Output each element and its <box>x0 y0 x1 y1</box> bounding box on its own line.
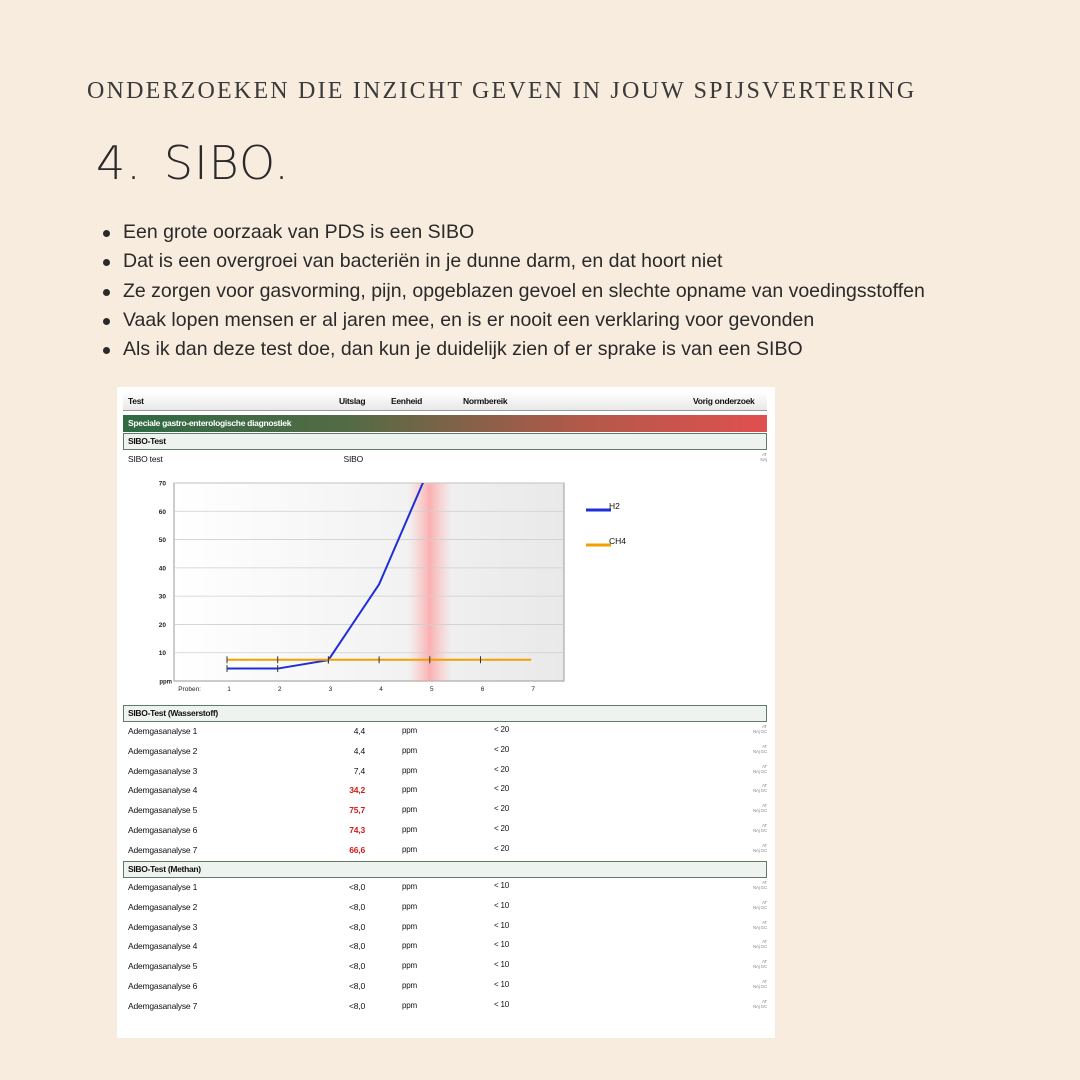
row-name: Ademgasanalyse 3 <box>128 765 198 776</box>
table-row <box>117 722 775 740</box>
row-unit: ppm <box>402 805 417 815</box>
lab-report-image <box>117 387 775 1038</box>
table-row <box>117 742 775 760</box>
row-value: 74,3 <box>349 825 365 835</box>
table-row <box>117 821 775 839</box>
plot-area <box>174 483 564 681</box>
row-value: SIBO <box>343 454 363 464</box>
row-tag: AT NAj GC <box>752 959 767 970</box>
bullet-item: Vaak lopen mensen er al jaren mee, en is er nooit een verklaring voor gevonden <box>100 306 925 335</box>
header-test: Test <box>128 396 144 406</box>
row-norm: < 20 <box>494 764 509 774</box>
table-row <box>117 997 775 1015</box>
row-tag: AT NAj GC <box>752 803 767 814</box>
table-row <box>117 801 775 819</box>
row-tag: AT NAj GC <box>752 939 767 950</box>
row-tag: AT NAj GC <box>752 743 767 754</box>
bullet-item: Als ik dan deze test doe, dan kun je duidelijk zien of er sprake is van een SIBO <box>100 335 925 364</box>
x-tick-label: 2 <box>277 686 282 693</box>
x-tick-label: 5 <box>429 686 434 693</box>
row-norm: < 10 <box>494 999 509 1009</box>
row-value: <8,0 <box>349 941 365 952</box>
row-value: 7,4 <box>353 765 365 776</box>
row-norm: < 20 <box>494 784 509 794</box>
category-label: Speciale gastro-enterologische diagnostiek <box>128 418 292 428</box>
row-norm: < 20 <box>494 725 509 734</box>
row-name: Ademgasanalyse 6 <box>128 981 198 991</box>
row-unit: ppm <box>402 882 417 891</box>
row-unit: ppm <box>402 765 417 775</box>
chart-legend <box>586 501 626 546</box>
row-tag: AT NAj GC <box>752 823 767 833</box>
row-name: Ademgasanalyse 3 <box>128 921 198 932</box>
row-value: <8,0 <box>349 901 365 912</box>
section-ch4 <box>123 861 767 878</box>
section-label: SIBO-Test (Wasserstoff) <box>128 708 218 718</box>
row-tag: AT NAj GC <box>752 979 767 989</box>
row-unit: ppm <box>402 785 417 795</box>
row-name: Ademgasanalyse 5 <box>128 961 198 972</box>
y-tick-label: 70 <box>158 480 166 488</box>
row-name: SIBO test <box>128 454 163 464</box>
table-row <box>117 918 775 936</box>
x-tick-label: 1 <box>227 686 231 693</box>
row-norm: < 10 <box>494 940 509 950</box>
row-unit: ppm <box>402 921 417 931</box>
row-norm: < 20 <box>494 824 509 833</box>
title-number: 4. <box>96 136 142 190</box>
x-tick-label: 6 <box>480 686 485 693</box>
row-tag: AT NAj <box>760 452 767 462</box>
row-unit: ppm <box>402 745 417 755</box>
x-tick-label: 3 <box>328 686 333 693</box>
row-norm: < 10 <box>494 980 509 989</box>
y-tick-label: 50 <box>158 537 166 545</box>
row-tag: AT NAj GC <box>752 899 767 910</box>
row-value: 4,4 <box>353 726 365 736</box>
row-unit: ppm <box>402 941 417 951</box>
row-value: <8,0 <box>349 1000 365 1011</box>
row-norm: < 20 <box>494 744 509 754</box>
y-tick-label: 60 <box>158 508 166 516</box>
row-value: <8,0 <box>349 961 365 972</box>
header-eenheid: Eenheid <box>391 396 422 406</box>
section-h2 <box>123 705 767 722</box>
row-unit: ppm <box>402 961 417 971</box>
row-tag: AT NAj GC <box>752 919 767 930</box>
table-row <box>117 977 775 995</box>
table-row <box>117 878 775 896</box>
y-tick-label: 10 <box>158 650 166 658</box>
row-norm: < 10 <box>494 960 509 970</box>
row-value: 34,2 <box>349 785 365 796</box>
row-name: Ademgasanalyse 1 <box>128 726 198 736</box>
kicker-heading: ONDERZOEKEN DIE INZICHT GEVEN IN JOUW SPIJSVERTERING <box>87 78 917 104</box>
x-axis-prefix: Proben: <box>178 686 201 693</box>
breath-test-chart <box>117 387 775 707</box>
highlight-band <box>408 483 452 681</box>
table-row <box>117 898 775 916</box>
row-norm: < 10 <box>494 900 509 910</box>
x-axis <box>178 686 535 693</box>
legend-label-ch4: CH4 <box>609 536 627 546</box>
row-name: Ademgasanalyse 4 <box>128 785 198 796</box>
header-uitslag: Uitslag <box>339 396 366 406</box>
table-row <box>117 762 775 780</box>
bullet-item: Ze zorgen voor gasvorming, pijn, opgeblazen gevoel en slechte opname van voedingsstoffen <box>100 277 925 306</box>
row-norm: < 10 <box>494 920 509 930</box>
row-value: <8,0 <box>349 882 365 892</box>
row-name: Ademgasanalyse 7 <box>128 1000 198 1011</box>
row-name: Ademgasanalyse 1 <box>128 882 198 892</box>
x-tick-label: 7 <box>531 686 536 693</box>
bullet-list <box>100 218 925 364</box>
bullet-item: Een grote oorzaak van PDS is een SIBO <box>100 218 925 247</box>
row-unit: ppm <box>402 981 417 990</box>
page-title <box>96 136 290 190</box>
row-value: <8,0 <box>349 921 365 932</box>
plot-background <box>174 483 564 681</box>
row-value: 66,6 <box>349 844 365 855</box>
row-tag: AT NAj GC <box>752 724 767 734</box>
row-unit: ppm <box>402 1000 417 1010</box>
row-tag: AT NAj GC <box>752 880 767 890</box>
row-name: Ademgasanalyse 2 <box>128 745 198 756</box>
row-unit: ppm <box>402 901 417 911</box>
row-tag: AT NAj GC <box>752 763 767 774</box>
y-tick-label: 30 <box>158 593 166 601</box>
row-value: 4,4 <box>353 745 365 756</box>
table-row <box>117 781 775 799</box>
bullet-item: Dat is een overgroei van bacteriën in je dunne darm, en dat hoort niet <box>100 247 925 276</box>
row-norm: < 20 <box>494 804 509 814</box>
row-tag: AT NAj GC <box>752 998 767 1009</box>
y-tick-label: 40 <box>158 565 166 573</box>
row-name: Ademgasanalyse 6 <box>128 825 198 835</box>
row-tag: AT NAj GC <box>752 783 767 794</box>
table-row <box>117 937 775 955</box>
row-value: 75,7 <box>349 805 365 816</box>
table-row <box>117 957 775 975</box>
row-norm: < 20 <box>494 843 509 853</box>
legend-label-h2: H2 <box>609 501 620 511</box>
row-name: Ademgasanalyse 4 <box>128 941 198 952</box>
title-text: SIBO. <box>163 136 290 190</box>
y-tick-label: 20 <box>158 621 166 629</box>
y-axis <box>159 481 172 686</box>
row-name: Ademgasanalyse 2 <box>128 901 198 912</box>
header-vorig: Vorig onderzoek <box>693 396 755 406</box>
table-row <box>117 841 775 859</box>
row-value: <8,0 <box>349 981 365 991</box>
row-name: Ademgasanalyse 5 <box>128 805 198 816</box>
section-label: SIBO-Test (Methan) <box>128 864 201 874</box>
section-label: SIBO-Test <box>128 436 166 446</box>
row-tag: AT NAj GC <box>752 842 767 853</box>
header-normbereik: Normbereik <box>463 396 508 406</box>
row-unit: ppm <box>402 726 417 735</box>
row-unit: ppm <box>402 844 417 854</box>
row-norm: < 10 <box>494 881 509 890</box>
x-tick-label: 4 <box>379 686 383 693</box>
row-unit: ppm <box>402 825 417 834</box>
y-unit-label: ppm <box>159 679 172 686</box>
row-name: Ademgasanalyse 7 <box>128 844 198 855</box>
